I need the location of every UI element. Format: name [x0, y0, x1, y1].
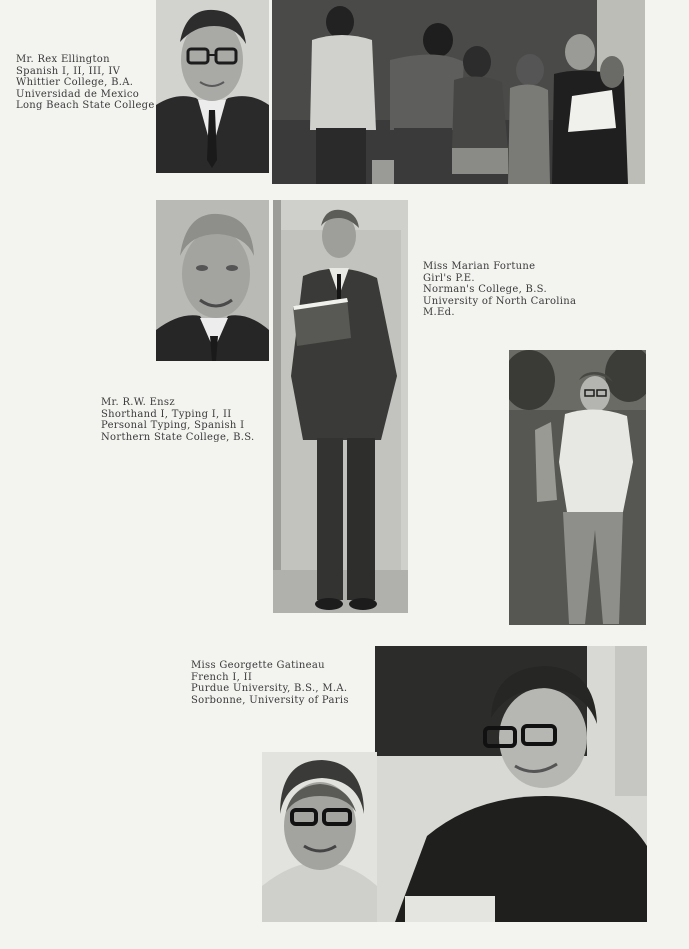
caption-line: University of North Carolina [423, 295, 577, 307]
caption-line: Personal Typing, Spanish I [101, 420, 245, 431]
caption-name: Miss Georgette Gatineau [191, 660, 325, 671]
caption-line: Sorbonne, University of Paris [191, 694, 349, 706]
caption-line: Universidad de Mexico [16, 88, 140, 100]
photo-ensz-standing [273, 200, 408, 613]
caption-line: Spanish I, II, III, IV [16, 65, 121, 77]
caption-line: Purdue University, B.S., M.A. [191, 683, 348, 694]
caption-fortune [423, 261, 576, 319]
caption-name: Miss Marian Fortune [423, 261, 536, 272]
photo-gatineau-classroom [375, 646, 647, 922]
caption-name: Mr. R.W. Ensz [101, 397, 175, 408]
caption-line: Girl's P.E. [423, 272, 475, 284]
caption-line: Shorthand I, Typing I, II [101, 408, 232, 420]
caption-gatineau [191, 660, 349, 706]
portrait-gatineau [262, 752, 377, 922]
photo-fortune-outdoor [509, 350, 646, 625]
caption-ellington [16, 54, 155, 112]
caption-line: Whittier College, B.A. [16, 77, 134, 88]
caption-line: Norman's College, B.S. [423, 284, 547, 295]
portrait-ellington [156, 0, 269, 173]
caption-line: Northern State College, B.S. [101, 431, 255, 443]
caption-line: French I, II [191, 671, 253, 683]
portrait-ensz [156, 200, 269, 361]
caption-line: M.Ed. [423, 307, 455, 318]
caption-line: Long Beach State College [16, 100, 155, 111]
photo-classroom [272, 0, 645, 184]
caption-name: Mr. Rex Ellington [16, 54, 110, 65]
caption-ensz [101, 397, 255, 443]
